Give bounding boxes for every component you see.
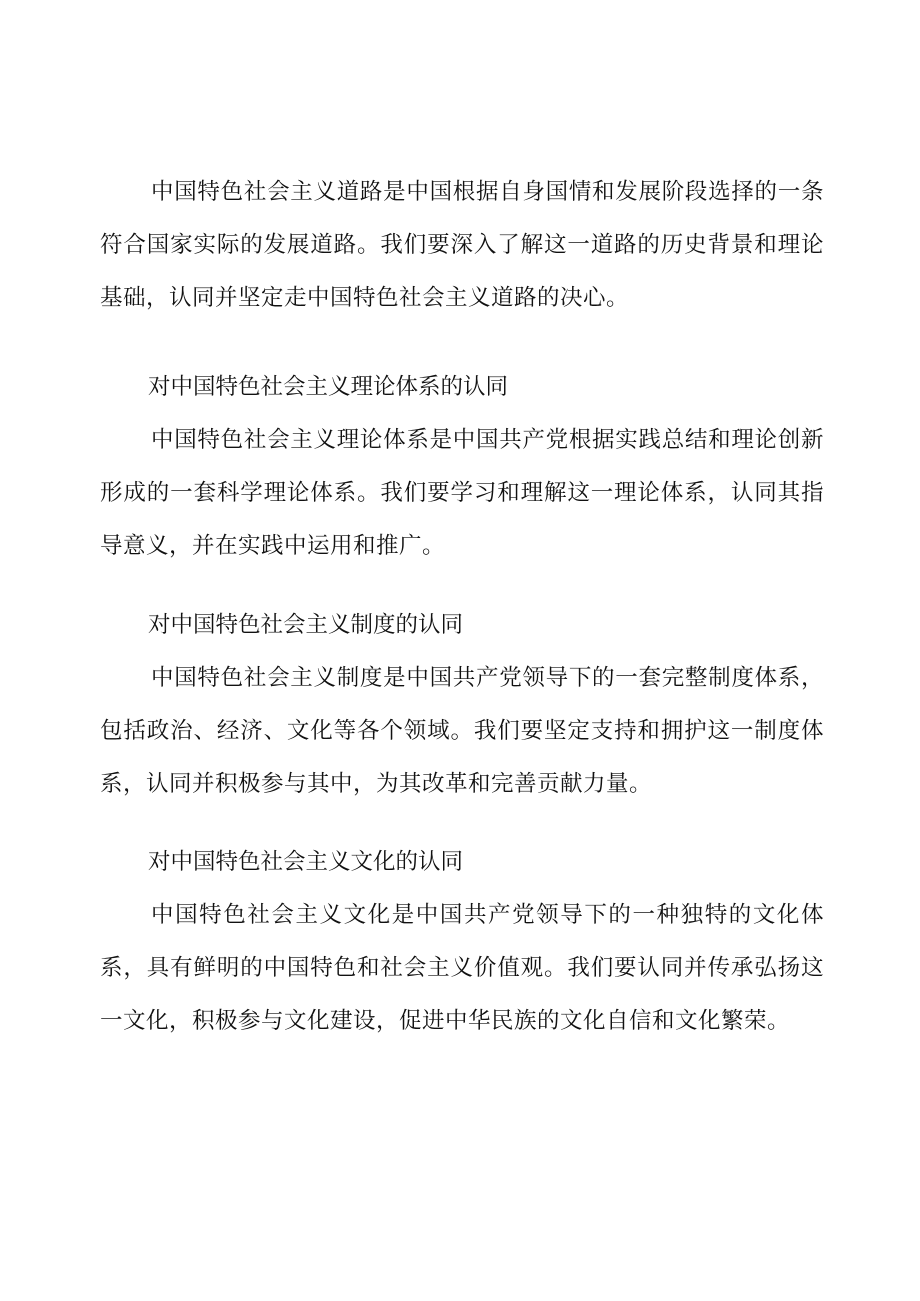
section-culture xyxy=(100,836,824,1048)
section-institution xyxy=(100,599,824,811)
section-heading: 对中国特色社会主义文化的认同 xyxy=(148,849,464,875)
section-paragraph: 中国特色社会主义制度是中国共产党领导下的一套完整制度体系，包括政治、经济、文化等各个领域。我们要坚定支持和拥护这一制度体系，认同并积极参与其中，为其改革和完善贡献力量。 xyxy=(100,665,824,797)
section-paragraph: 中国特色社会主义文化是中国共产党领导下的一种独特的文化体系，具有鲜明的中国特色和社会主义价值观。我们要认同并传承弘扬这一文化，积极参与文化建设，促进中华民族的文化自信和文化繁荣。 xyxy=(100,902,824,1034)
section-heading: 对中国特色社会主义制度的认同 xyxy=(148,612,464,638)
section-heading: 对中国特色社会主义理论体系的认同 xyxy=(148,374,509,400)
intro-paragraph: 中国特色社会主义道路是中国根据自身国情和发展阶段选择的一条符合国家实际的发展道路。我们要深入了解这一道路的历史背景和理论基础，认同并坚定走中国特色社会主义道路的决心。 xyxy=(100,179,824,311)
section-theory-system xyxy=(100,361,824,573)
intro-section xyxy=(100,166,824,325)
section-paragraph: 中国特色社会主义理论体系是中国共产党根据实践总结和理论创新形成的一套科学理论体系。我们要学习和理解这一理论体系，认同其指导意义，并在实践中运用和推广。 xyxy=(100,427,824,559)
